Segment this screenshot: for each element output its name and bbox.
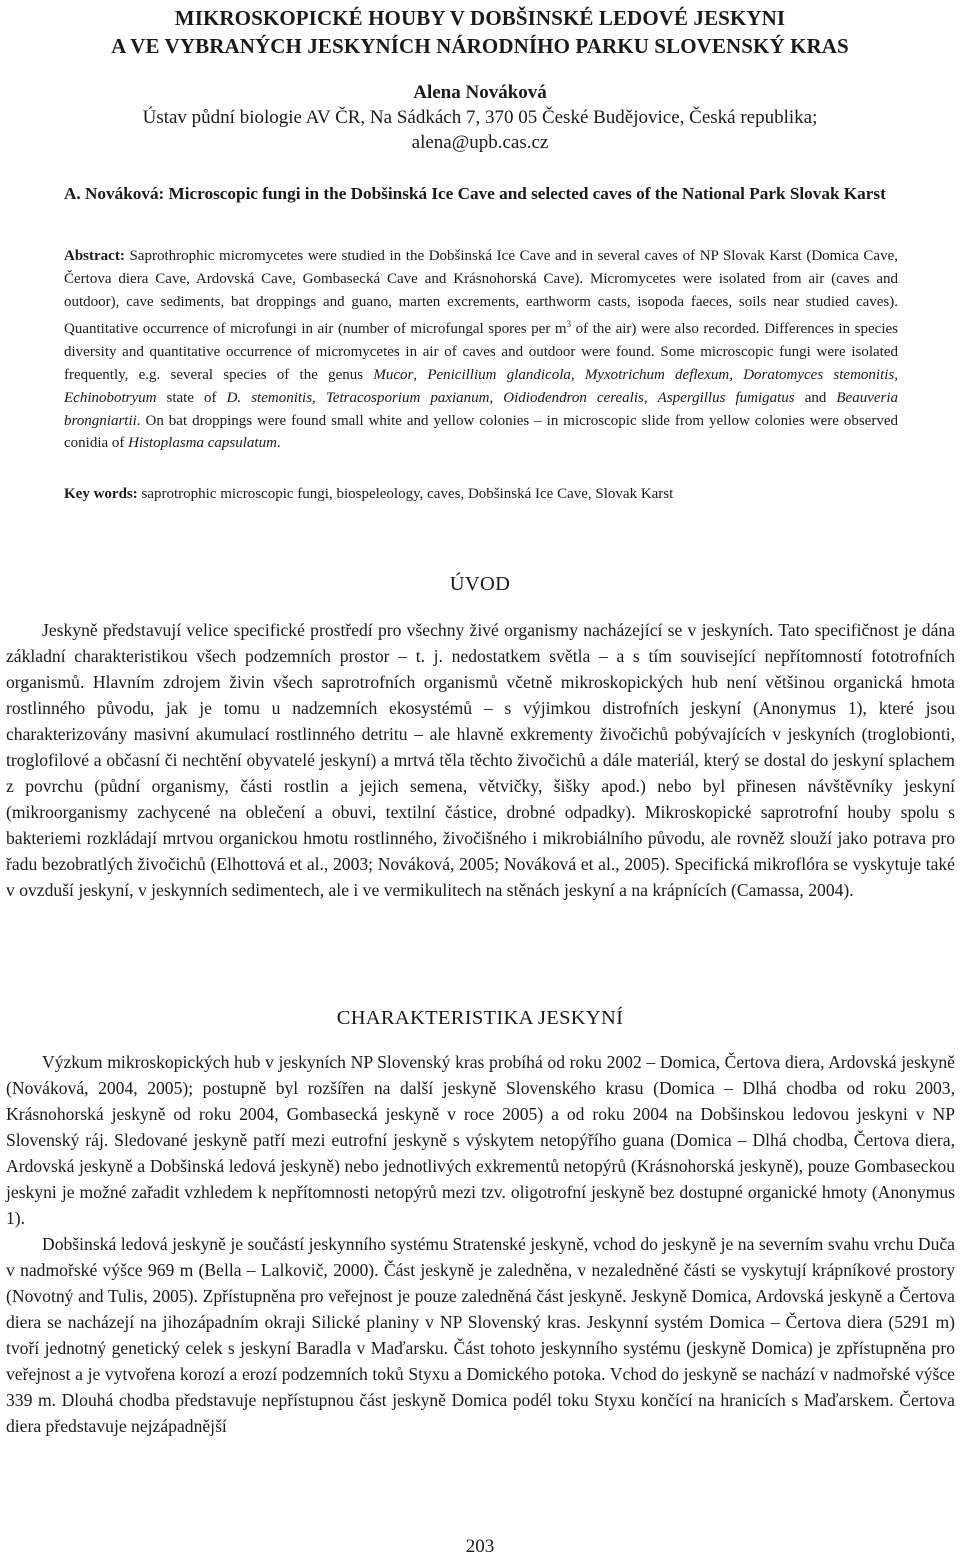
author-email[interactable]: alena@upb.cas.cz [411,132,549,153]
abstract-text-1: Saprothrophic micromycetes were studied in the Dobšinská Ice Cave and in several caves of NP Slovak Karst (Domica Cave, Čertova diera Cave, Ardovská Cave, Gombasecká Cave and Krásnohorská Cave). Micromycetes were isolated from air (caves and outdoor), cave sediments, bat droppings and guano, marten excrements, earthworm casts, isopoda faeces, soils near studied caves). Quantitative occurrence of microfungi in air (number of microfungal spores per m [64,248,898,338]
author-block [0,80,960,155]
abstract-text-4: . [276,435,281,452]
abstract-separator: and [794,389,837,406]
abstract-separator: , [894,366,898,383]
abstract-separator: , [489,389,504,406]
abstract-separator: , [643,389,658,406]
keywords-text: saprotrophic microscopic fungi, biospeleology, caves, Dobšinská Ice Cave, Slovak Karst [137,486,674,502]
paragraph: Jeskyně představují velice specifické prostředí pro všechny živé organismy nacházející se v jeskyních. Tato specifičnost je dána základní charakteristikou všech podzemních prostor – t. j. nedostatkem světla – a s tím související nepřítomností fototrofních organismů. Hlavním zdrojem živin všech saprotrofních organismů včetně mikroskopických hub není většinou organická hmota rostlinného původu, jak je tomu u nadzemních ekosystémů – s výjimkou distrofních jeskyní (Anonymus 1), které jsou charakterizovány masivní akumulací rostlinného detritu – ale hlavně exkrementy živočichů pobývajících v jeskyních (troglobionti, troglofilové a občasní či nechtění obyvatelé jeskyní) a mrtvá těla těchto živočichů a dále materiál, který se dostal do jeskyní splachem z povrchu (půdní organismy, části rostlin a jejich semena, větvičky, šišky apod.) nebo byl přinesen návštěvníky jeskyní (mikroorganismy zachycené na oblečení a obuvi, textilní částice, drobné odpadky). Mikroskopické saprotrofní houby spolu s bakteriemi rozkládají mrtvou organickou hmotu rostlinného, živočišného i mikrobiálního původu, ale rovněž slouží jako potrava pro řadu bezobratlých živočichů (Elhottová et al., 2003; Nováková, 2005; Nováková et al., 2005). Specifická mikroflóra se vyskytuje také v ovzduší jeskyní, v jeskynních sedimentech, ale i ve vermikulitech na stěnách jeskyní a na krápnících (Camassa, 2004). [6,620,955,900]
paragraph: Dobšinská ledová jeskyně je součástí jeskynního systému Stratenské jeskyně, vchod do jeskyně je na severním svahu vrchu Duča v nadmořské výšce 969 m (Bella – Lalkovič, 2000). Část jeskyně je zaledněna, v nezaledněné části se vyskytují krápníkové prostory (Novotný and Tulis, 2005). Zpřístupněna pro veřejnost je pouze zaledněná část jeskyně. Jeskyně Domica, Ardovská jeskyně a Čertova diera se nacházejí na jihozápadním okraji Silické planiny v NP Slovenský kras. Jeskynní systém Domica – Čertova diera (5291 m) tvoří jednotný genetický celek s jeskyní Baradla v Maďarsku. Část tohoto jeskynního systému (jeskyně Domica) je zpřístupněna pro veřejnost a je vytvořena korozí a erozí podzemních toků Styxu a Domického potoka. Vchod do jeskyně se nachází v nadmořské výšce 339 m. Dlouhá chodba představuje nepřístupnou část jeskyně Domica podél toku Styxu končící na hranicích s Maďarskem. Čertova diera představuje nejzápadnější [6,1234,955,1436]
species-name: Oidiodendron cerealis [503,389,644,406]
page-number: 203 [465,1536,495,1557]
species-name: Tetracosporium paxianum [325,389,490,406]
species-name: Penicillium glandicola [427,366,571,383]
abstract-text-3: . On bat droppings were found small white and yellow colonies – in microscopic slide from yellow colonies were observed conidia of [64,412,898,452]
abstract-separator: , [312,389,326,406]
abstract-superscript: 3 [566,319,572,330]
paper-title [0,4,960,60]
abstract-text-2: of the air) were also recorded. Differences in species diversity and quantitative occurrence of micromycetes in air of caves and outdoor were found. Some microscopic fungi were isolated frequently, e.g. several species of the genus [64,321,898,383]
english-title: A. Nováková: Microscopic fungi in the Dobšinská Ice Cave and selected caves of the National Park Slovak Karst [64,184,886,203]
species-name: Myxotrichum deflexum [584,366,730,383]
section-heading-charakteristika: CHARAKTERISTIKA JESKYNÍ [336,1007,624,1029]
abstract-separator: , [413,366,428,383]
abstract [64,245,898,455]
species-name: Histoplasma capsulatum [128,435,277,452]
abstract-separator: , [729,366,744,383]
species-name: Echinobotryum [64,389,157,406]
species-name: Beauveria brongniartii [64,389,899,429]
section-body-charakteristika [6,1049,955,1439]
species-name: Mucor [373,366,414,383]
keywords-label: Key words: [64,486,138,502]
paragraph: Výzkum mikroskopických hub v jeskyních NP Slovenský kras probíhá od roku 2002 – Domica, Čertova diera, Ardovská jeskyně (Nováková, 2004, 2005); postupně byl rozšířen na další jeskyně Slovenského krasu (Domica – Dlhá chodba od roku 2003, Krásnohorská jeskyně od roku 2004, Gombasecká jeskyně v roce 2005) a od roku 2004 na Dobšinskou ledovou jeskyni v NP Slovenský ráj. Sledované jeskyně patří mezi eutrofní jeskyně s výskytem netopýřího guana (Domica – Dlhá chodba, Čertova diera, Ardovská jeskyně a Dobšinská ledová jeskyně) nebo jednotlivých exkrementů netopýrů (Krásnohorská jeskyně), pouze Gombaseckou jeskyni je možné zařadit vzhledem k nepřítomnosti netopýrů mezi tzv. oligotrofní jeskyně bez dostupné organické hmoty (Anonymus 1). [6,1052,955,1228]
section-heading-uvod: ÚVOD [449,573,511,595]
species-name: Doratomyces stemonitis [743,366,895,383]
paper-title-line-1: MIKROSKOPICKÉ HOUBY V DOBŠINSKÉ LEDOVÉ JESKYNI [174,6,786,30]
author-name: Alena Nováková [413,82,547,103]
abstract-separator: , [570,366,585,383]
species-name: Aspergillus fumigatus [657,389,795,406]
paper-title-line-2: A VE VYBRANÝCH JESKYNÍCH NÁRODNÍHO PARKU SLOVENSKÝ KRAS [111,34,849,58]
keywords [64,483,898,505]
abstract-separator: state of [156,389,227,406]
author-affiliation: Ústav půdní biologie AV ČR, Na Sádkách 7, 370 05 České Budějovice, Česká republika; [142,107,818,128]
species-name: D. stemonitis [226,389,313,406]
section-body-uvod [6,617,955,903]
abstract-label: Abstract: [64,248,125,264]
